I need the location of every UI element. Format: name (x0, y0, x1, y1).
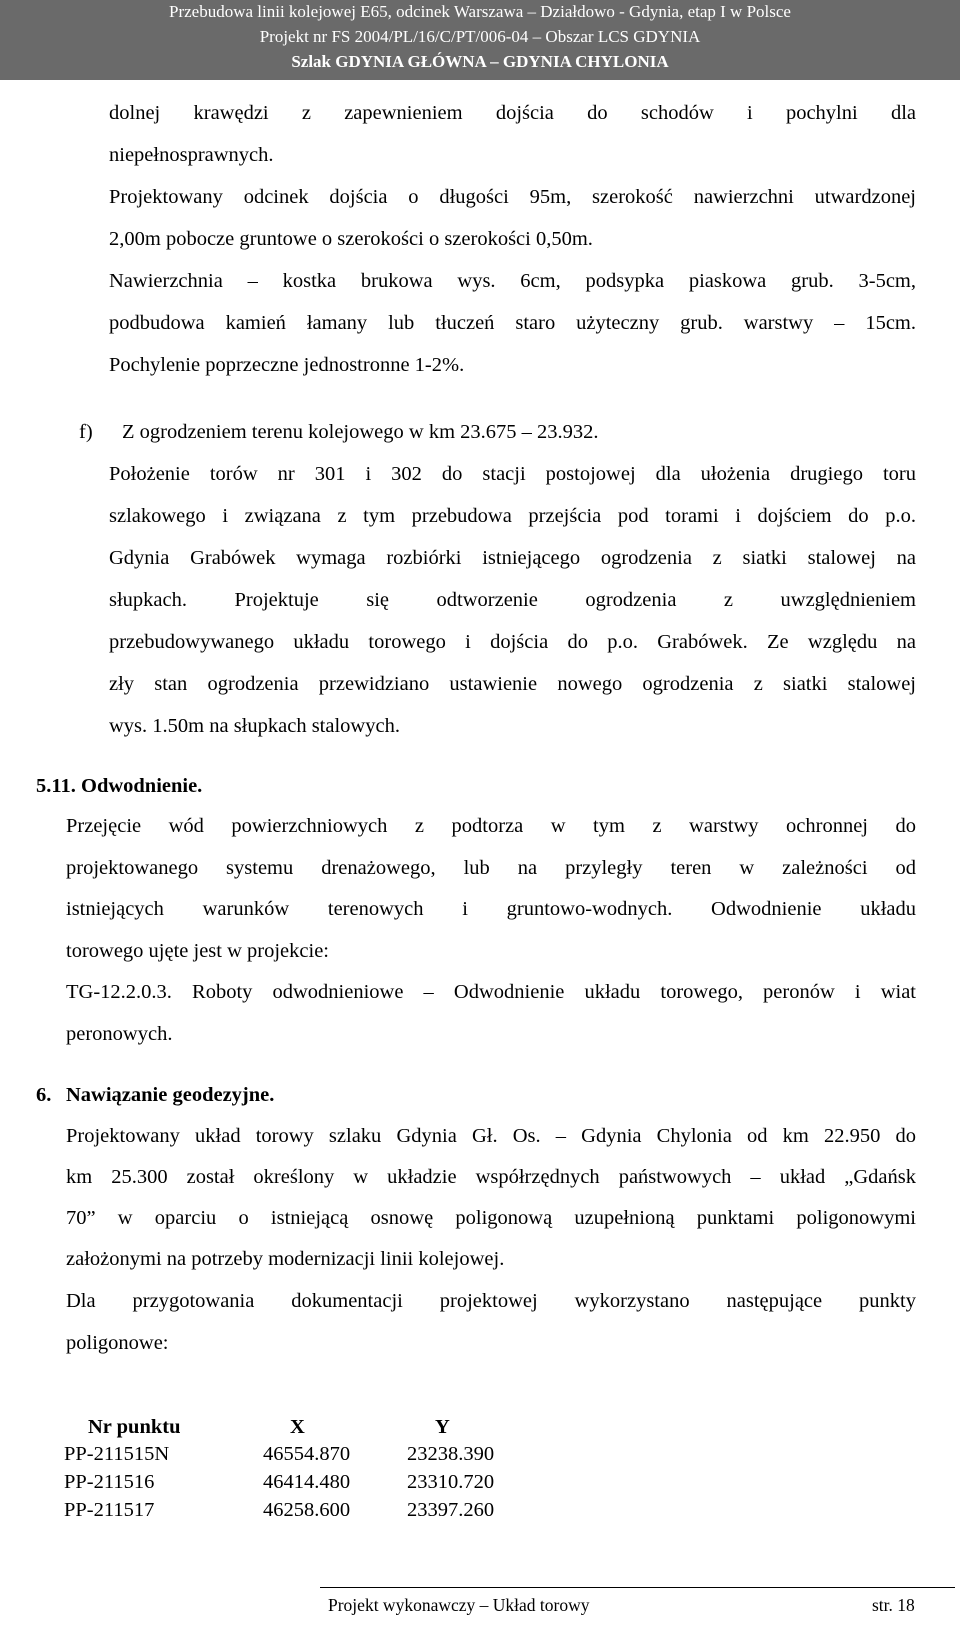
header-project-title: Przebudowa linii kolejowej E65, odcinek Warszawa – Działdowo - Gdynia, etap I w Polsce (169, 2, 791, 21)
section-title: Nawiązanie geodezyjne. (66, 1084, 275, 1106)
text-line: istniejących warunków terenowych i gruntowo-wodnych. Odwodnienie układu (66, 898, 916, 920)
text-line: szlakowego i związana z tym przebudowa przejścia pod torami i dojściem do p.o. (109, 505, 916, 527)
text-line: podbudowa kamień łamany lub tłuczeń staro użyteczny grub. warstwy – 15cm. (109, 312, 916, 334)
text-line: przebudowywanego układu torowego i dojścia do p.o. Grabówek. Ze względu na (109, 631, 916, 653)
item-f-label: f) (79, 421, 93, 443)
item-f-title: Z ogrodzeniem terenu kolejowego w km 23.675 – 23.932. (122, 421, 599, 443)
table-header-y: Y (435, 1416, 450, 1438)
text-line: Pochylenie poprzeczne jednostronne 1-2%. (109, 354, 465, 376)
text-line: niepełnosprawnych. (109, 144, 274, 166)
table-header-x: X (290, 1416, 305, 1438)
text-line: Gdynia Grabówek wymaga rozbiórki istniejącego ogrodzenia z siatki stalowej na (109, 547, 916, 569)
text-line: słupkach. Projektuje się odtworzenie ogrodzenia z uwzględnieniem (109, 589, 916, 611)
text-line: peronowych. (66, 1023, 173, 1045)
text-line: TG-12.2.0.3. Roboty odwodnieniowe – Odwodnienie układu torowego, peronów i wiat (66, 981, 916, 1003)
text-line: torowego ujęte jest w projekcie: (66, 940, 329, 962)
table-cell: PP-211515N (64, 1443, 170, 1465)
text-line: Nawierzchnia – kostka brukowa wys. 6cm, podsypka piaskowa grub. 3-5cm, (109, 270, 916, 292)
section-number: 6. (36, 1084, 52, 1106)
table-cell: 46258.600 (263, 1499, 351, 1521)
section-heading: 5.11. Odwodnienie. (36, 775, 203, 797)
footer-title: Projekt wykonawczy – Układ torowy (328, 1595, 590, 1615)
table-cell: PP-211517 (64, 1499, 155, 1521)
text-line: poligonowe: (66, 1332, 169, 1354)
text-line: wys. 1.50m na słupkach stalowych. (109, 715, 400, 737)
page-number: str. 18 (872, 1595, 915, 1615)
header-band (0, 0, 960, 80)
text-line: 2,00m pobocze gruntowe o szerokości o szerokości 0,50m. (109, 228, 593, 250)
text-line: projektowanego systemu drenażowego, lub na przyległy teren w zależności od (66, 857, 916, 879)
text-line: Projektowany odcinek dojścia o długości 95m, szerokość nawierzchni utwardzonej (109, 186, 916, 208)
text-line: Projektowany układ torowy szlaku Gdynia Gł. Os. – Gdynia Chylonia od km 22.950 do (66, 1125, 916, 1147)
table-cell: 23397.260 (407, 1499, 495, 1521)
header-route: Szlak GDYNIA GŁÓWNA – GDYNIA CHYLONIA (291, 52, 669, 71)
table-header-point: Nr punktu (88, 1416, 181, 1438)
text-line: dolnej krawędzi z zapewnieniem dojścia do schodów i pochylni dla (109, 102, 916, 124)
table-cell: 46554.870 (263, 1443, 351, 1465)
footer-rule (320, 1587, 955, 1588)
table-cell: 46414.480 (263, 1471, 351, 1493)
table-cell: PP-211516 (64, 1471, 155, 1493)
header-project-number: Projekt nr FS 2004/PL/16/C/PT/006-04 – Obszar LCS GDYNIA (259, 27, 701, 46)
text-line: 70” w oparciu o istniejącą osnowę poligonową uzupełnioną punktami poligonowymi (66, 1207, 916, 1229)
text-line: Dla przygotowania dokumentacji projektowej wykorzystano następujące punkty (66, 1290, 916, 1312)
text-line: Przejęcie wód powierzchniowych z podtorza w tym z warstwy ochronnej do (66, 815, 916, 837)
text-line: km 25.300 został określony w układzie współrzędnych państwowych – układ „Gdańsk (66, 1166, 916, 1188)
table-cell: 23238.390 (407, 1443, 495, 1465)
table-cell: 23310.720 (407, 1471, 495, 1493)
text-line: Położenie torów nr 301 i 302 do stacji postojowej dla ułożenia drugiego toru (109, 463, 916, 485)
text-line: zły stan ogrodzenia przewidziano ustawienie nowego ogrodzenia z siatki stalowej (109, 673, 916, 695)
text-line: założonymi na potrzeby modernizacji linii kolejowej. (66, 1248, 505, 1270)
